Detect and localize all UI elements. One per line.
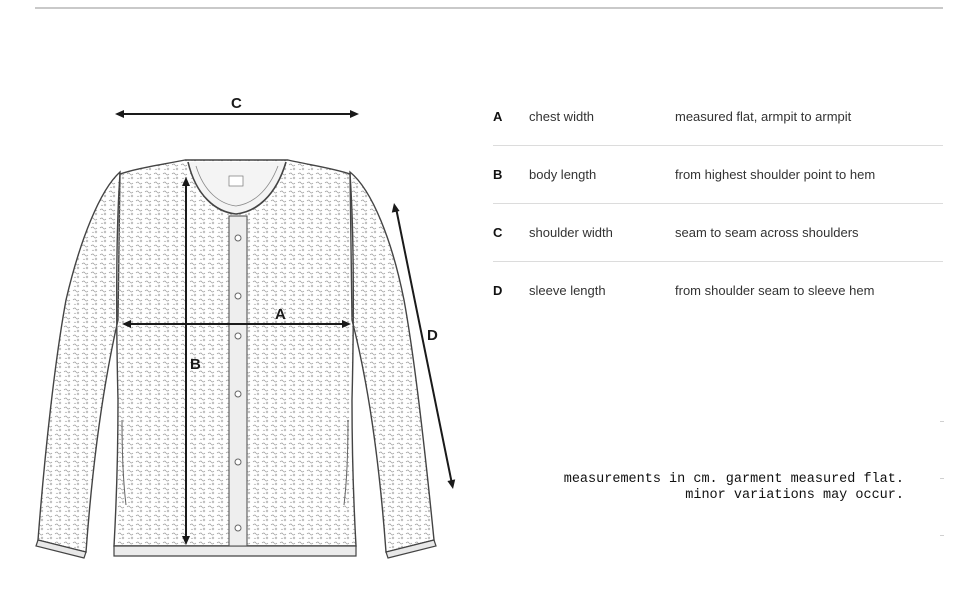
table-row: [493, 204, 943, 262]
table-row: [493, 262, 943, 319]
hem-band: [114, 546, 356, 556]
button-placket: [229, 216, 247, 546]
label-d: D: [427, 327, 438, 344]
measurement-table: [493, 88, 943, 319]
row-name: body length: [529, 167, 597, 182]
row-key: C: [493, 225, 503, 240]
row-key: A: [493, 109, 503, 124]
label-c: C: [231, 95, 242, 112]
row-name: shoulder width: [529, 225, 613, 240]
left-sleeve: [38, 172, 120, 552]
label-a: A: [275, 306, 286, 323]
edge-tick: [940, 535, 944, 536]
right-sleeve: [350, 172, 434, 552]
row-desc: from highest shoulder point to hem: [675, 167, 876, 182]
neck-label: [229, 176, 243, 186]
edge-tick: [940, 421, 944, 422]
row-name: sleeve length: [529, 283, 606, 298]
row-desc: measured flat, armpit to armpit: [675, 109, 852, 124]
jacket-diagram: [0, 0, 480, 612]
row-name: chest width: [529, 109, 595, 124]
row-key: D: [493, 283, 503, 298]
table-row: [493, 88, 943, 146]
row-key: B: [493, 167, 503, 182]
note-line-2: minor variations may occur.: [685, 488, 904, 503]
label-b: B: [190, 356, 201, 373]
note-line-1: measurements in cm. garment measured flat.: [563, 472, 904, 487]
row-desc: seam to seam across shoulders: [675, 225, 859, 240]
table-row: [493, 146, 943, 204]
row-desc: from shoulder seam to sleeve hem: [675, 283, 875, 298]
measurement-note: [564, 472, 904, 504]
edge-tick: [940, 478, 944, 479]
